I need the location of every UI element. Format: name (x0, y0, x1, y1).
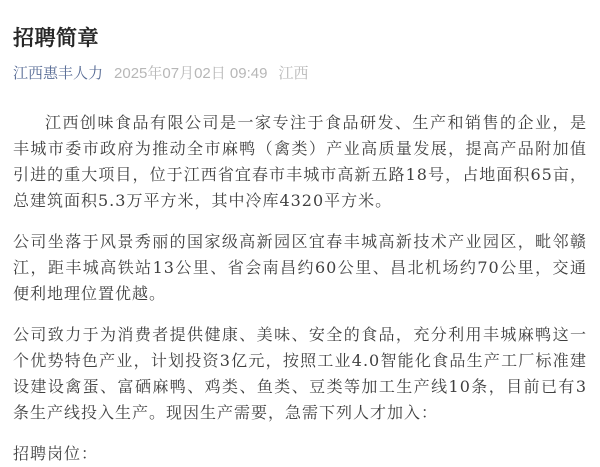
publish-date: 2025年07月02日 09:49 (114, 65, 268, 83)
article-paragraph: 江西创味食品有限公司是一家专注于食品研发、生产和销售的企业，是丰城市委市政府为推动全市麻鸭（禽类）产业高质量发展，提高产品附加值引进的重大项目，位于江西省宜春市丰城市高新五路18号，占地面积65亩，总建筑面积5.3万平方米，其中冷库4320平方米。 (13, 113, 587, 211)
article-paragraph: 公司致力于为消费者提供健康、美味、安全的食品，充分利用丰城麻鸭这一个优势特色产业，计划投资3亿元，按照工业4.0智能化食品生产工厂标准建设建设禽蛋、富硒麻鸭、鸡类、鱼类、豆类等加工生产线10条，目前已有3条生产线投入生产。现因生产需要，急需下列人才加入： (13, 325, 587, 423)
account-name-link[interactable]: 江西惠丰人力 (13, 65, 104, 83)
article-body (13, 110, 587, 467)
article-title: 招聘简章 (13, 27, 99, 50)
article-meta (13, 65, 587, 82)
publish-location: 江西 (278, 65, 309, 83)
article-paragraph: 招聘岗位： (13, 444, 99, 464)
article-paragraph: 公司坐落于风景秀丽的国家级高新园区宜春丰城高新技术产业园区，毗邻赣江，距丰城高铁站13公里、省会南昌约60公里、昌北机场约70公里，交通便利地理位置优越。 (13, 232, 587, 304)
